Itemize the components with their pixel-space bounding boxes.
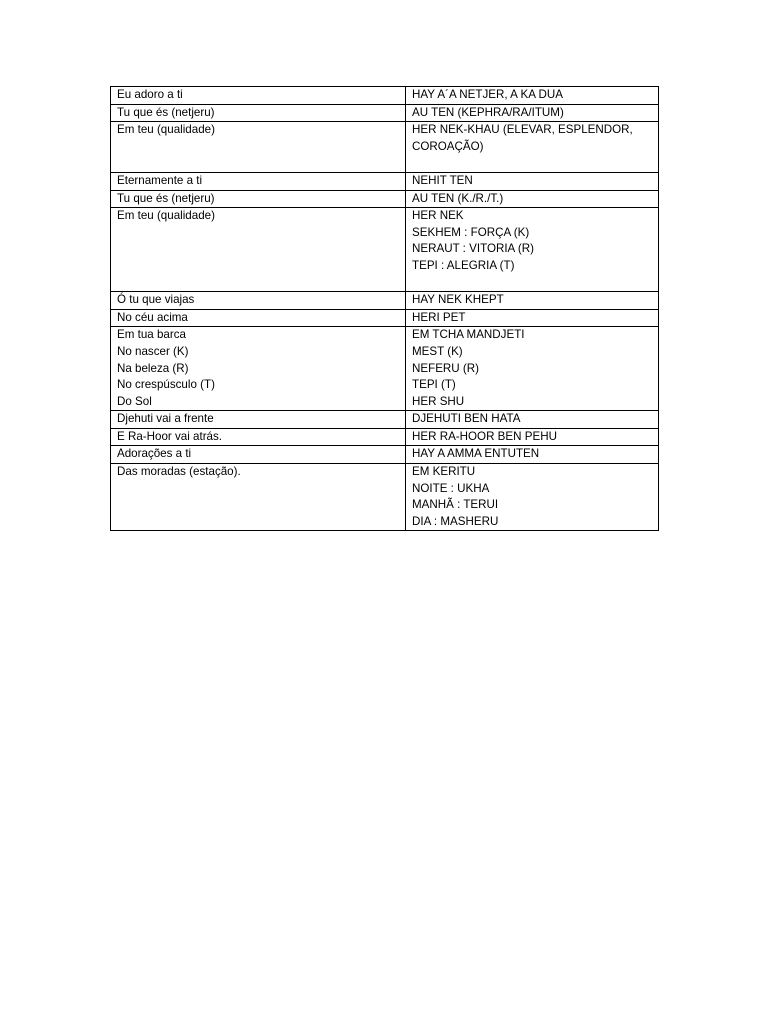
- cell-line: EM TCHA MANDJETI: [412, 328, 525, 342]
- cell-line: HER RA-HOOR BEN PEHU: [412, 429, 557, 443]
- egyptian-cell: [406, 172, 659, 190]
- cell-line: Em teu (qualidade): [117, 209, 215, 223]
- cell-line: Eu adoro a ti: [117, 88, 183, 101]
- table-row: [111, 327, 659, 411]
- table-row: [111, 464, 659, 531]
- cell-line: HER NEK: [412, 209, 464, 223]
- cell-line: AU TEN (KEPHRA/RA/ITUM): [412, 105, 564, 119]
- portuguese-cell: [111, 292, 406, 310]
- cell-line: HAY A AMMA ENTUTEN: [412, 447, 540, 461]
- table-row: [111, 411, 659, 429]
- cell-line: AU TEN (K./R./T.): [412, 191, 504, 205]
- table-row: [111, 172, 659, 190]
- egyptian-cell: [406, 309, 659, 327]
- cell-line: [117, 497, 400, 514]
- portuguese-cell: [111, 428, 406, 446]
- translation-table-body: [111, 87, 659, 531]
- cell-line: NOITE : UKHA: [412, 481, 490, 495]
- cell-line: No nascer (K): [117, 344, 189, 358]
- portuguese-cell: [111, 122, 406, 173]
- cell-line: Do Sol: [117, 394, 152, 408]
- egyptian-cell: [406, 104, 659, 122]
- cell-spacer: [412, 155, 653, 172]
- egyptian-cell: [406, 428, 659, 446]
- cell-line: Eternamente a ti: [117, 173, 203, 187]
- cell-line: NERAUT : VITORIA (R): [412, 242, 534, 256]
- egyptian-cell: [406, 411, 659, 429]
- portuguese-cell: [111, 327, 406, 411]
- table-row: [111, 292, 659, 310]
- cell-line: [117, 481, 400, 498]
- cell-spacer: [412, 275, 653, 292]
- cell-spacer: [117, 155, 400, 172]
- portuguese-cell: [111, 190, 406, 208]
- portuguese-cell: [111, 104, 406, 122]
- cell-line: [117, 514, 400, 531]
- cell-line: Em tua barca: [117, 328, 186, 342]
- portuguese-cell: [111, 464, 406, 531]
- cell-line: NEHIT TEN: [412, 173, 473, 187]
- portuguese-cell: [111, 208, 406, 292]
- portuguese-cell: [111, 446, 406, 464]
- cell-line: HERI PET: [412, 310, 466, 324]
- cell-line: Adorações a ti: [117, 447, 192, 461]
- table-row: [111, 190, 659, 208]
- cell-line: HAY NEK KHEPT: [412, 293, 504, 307]
- cell-line: Djehuti vai a frente: [117, 412, 214, 426]
- table-row: [111, 208, 659, 292]
- cell-line: Das moradas (estação).: [117, 465, 241, 479]
- cell-line: MANHÃ : TERUI: [412, 498, 499, 512]
- egyptian-cell: [406, 446, 659, 464]
- cell-line: Na beleza (R): [117, 361, 189, 375]
- egyptian-cell: [406, 208, 659, 292]
- portuguese-cell: [111, 172, 406, 190]
- cell-spacer: [117, 275, 400, 292]
- cell-line: [117, 241, 400, 258]
- table-row: [111, 104, 659, 122]
- table-row: [111, 446, 659, 464]
- cell-line: HER SHU: [412, 394, 465, 408]
- egyptian-cell: [406, 292, 659, 310]
- cell-line: DJEHUTI BEN HATA: [412, 412, 521, 426]
- cell-line: No céu acima: [117, 310, 188, 324]
- cell-line: EM KERITU: [412, 465, 476, 479]
- table-row: [111, 309, 659, 327]
- portuguese-cell: [111, 309, 406, 327]
- cell-line: DIA : MASHERU: [412, 514, 499, 528]
- cell-line: Ó tu que viajas: [117, 293, 195, 307]
- cell-line: COROAÇÃO): [412, 139, 484, 153]
- cell-line: HER NEK-KHAU (ELEVAR, ESPLENDOR,: [412, 123, 633, 137]
- cell-line: TEPI : ALEGRIA (T): [412, 258, 515, 272]
- cell-line: [117, 225, 400, 242]
- egyptian-cell: [406, 464, 659, 531]
- egyptian-cell: [406, 190, 659, 208]
- translation-table: [110, 86, 659, 531]
- portuguese-cell: [111, 411, 406, 429]
- table-row: [111, 428, 659, 446]
- table-row: [111, 122, 659, 173]
- cell-line: [117, 258, 400, 275]
- table-row: [111, 87, 659, 105]
- cell-line: Tu que és (netjeru): [117, 191, 215, 205]
- egyptian-cell: [406, 327, 659, 411]
- cell-line: E Ra-Hoor vai atrás.: [117, 429, 223, 443]
- cell-line: Em teu (qualidade): [117, 123, 215, 137]
- cell-line: MEST (K): [412, 344, 463, 358]
- cell-line: [117, 139, 400, 156]
- egyptian-cell: [406, 122, 659, 173]
- portuguese-cell: [111, 87, 406, 105]
- cell-line: NEFERU (R): [412, 361, 479, 375]
- cell-line: HAY A´A NETJER, A KA DUA: [412, 88, 563, 101]
- cell-line: SEKHEM : FORÇA (K): [412, 225, 530, 239]
- cell-line: No crespúsculo (T): [117, 378, 215, 392]
- cell-line: TEPI (T): [412, 378, 456, 392]
- cell-line: Tu que és (netjeru): [117, 105, 215, 119]
- egyptian-cell: [406, 87, 659, 105]
